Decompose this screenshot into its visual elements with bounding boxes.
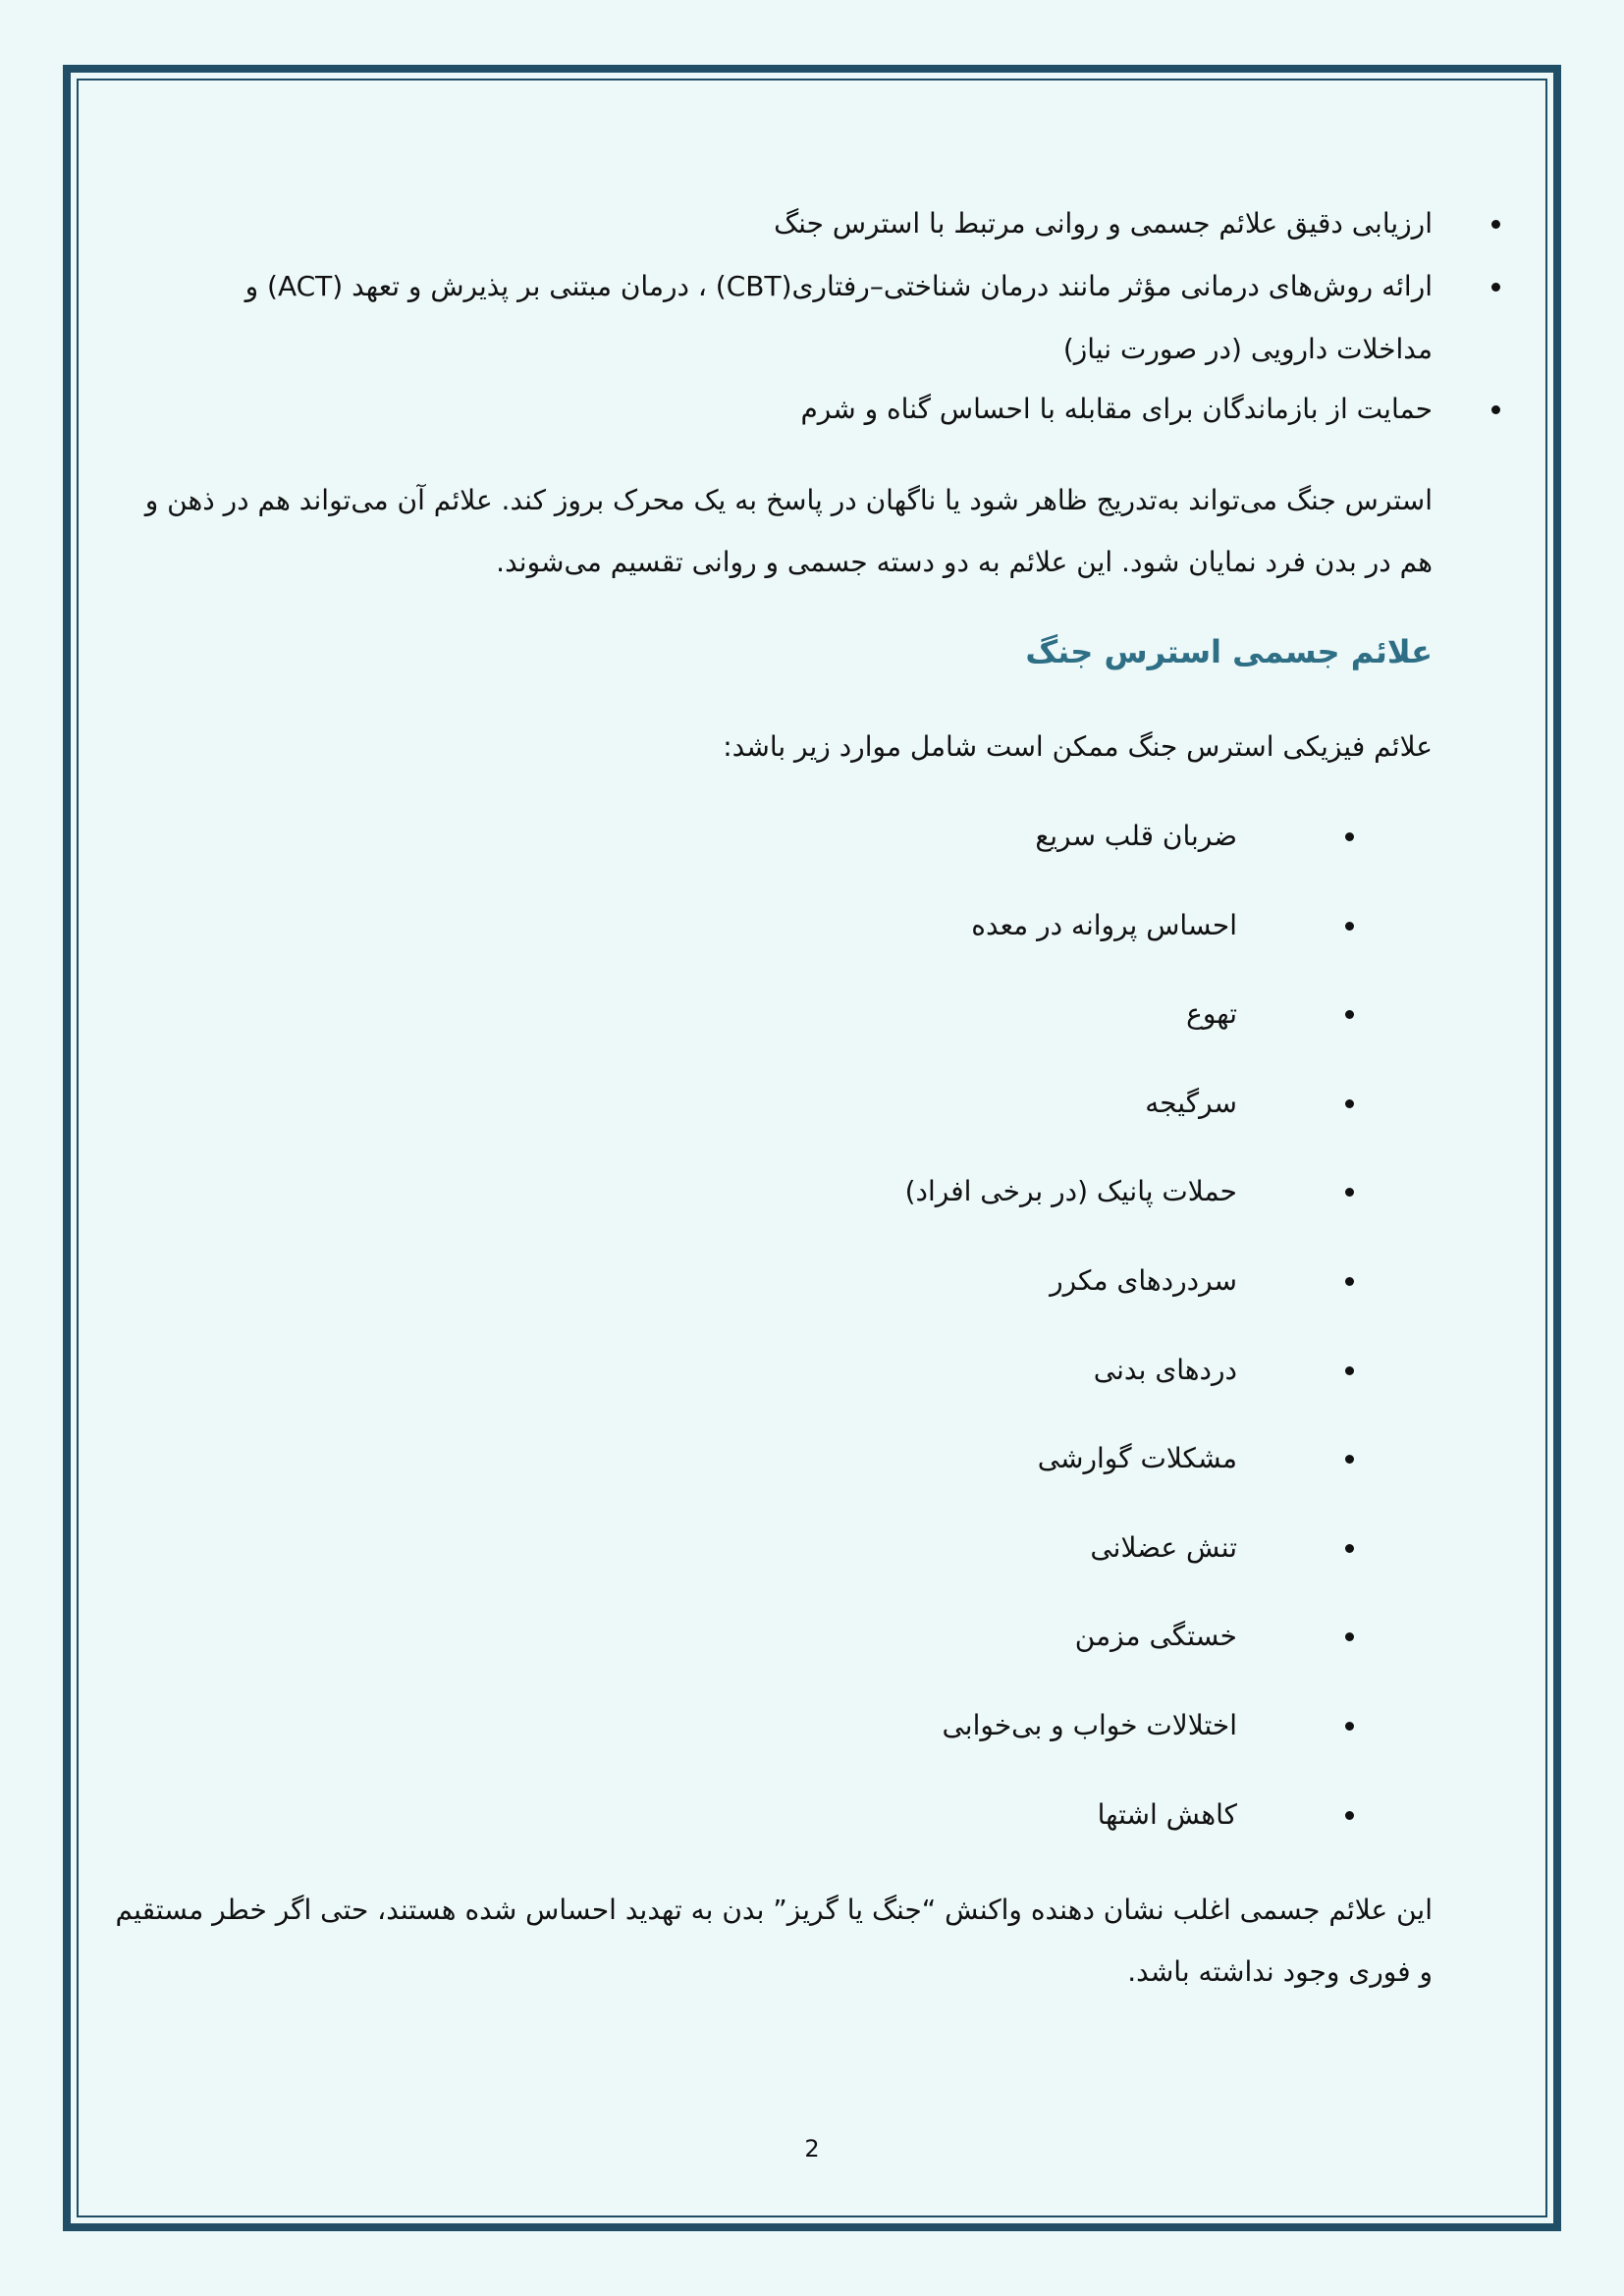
bullet-dot [1345,1632,1354,1641]
symptom-item: سرگیجه [1145,1087,1237,1119]
bullet-dot [1345,1010,1354,1019]
lead-text: علائم فیزیکی استرس جنگ ممکن است شامل موارد زیر باشد: [723,730,1433,763]
symptom-item: تهوع [1186,997,1237,1030]
bullet-dot [1345,922,1354,931]
symptom-item: سردردهای مکرر [1050,1264,1237,1297]
symptom-item: اختلالات خواب و بی‌خوابی [942,1709,1237,1741]
bullet-dot [1491,220,1500,229]
bullet-dot [1345,832,1354,841]
closing-line-1: این علائم جسمی اغلب نشان دهنده واکنش “جنگ یا گریز” بدن به تهدید احساس شده هستند، حتی اگر خطر مستقیم [115,1894,1433,1926]
bullet-dot [1345,1188,1354,1197]
paragraph-line-1: استرس جنگ می‌تواند به‌تدریج ظاهر شود یا ناگهان در پاسخ به یک محرک بروز کند. علائم آن می‌تواند هم در ذهن و [144,484,1433,516]
bullet-dot [1345,1455,1354,1464]
bullet-dot [1345,1366,1354,1375]
symptom-item: حملات پانیک (در برخی افراد) [904,1175,1237,1207]
page-number: 2 [804,2135,820,2163]
intro-bullet-2: ارائه روش‌های درمانی مؤثر مانند درمان شناختی–رفتاری(CBT) ، درمان مبتنی بر پذیرش و تعهد (ACT) و [244,270,1433,302]
bullet-dot [1491,405,1500,414]
intro-bullet-3: حمایت از بازماندگان برای مقابله با احساس گناه و شرم [800,393,1433,425]
symptom-item: تنش عضلانی [1090,1531,1237,1564]
symptom-item: احساس پروانه در معده [971,909,1237,941]
bullet-dot [1491,283,1500,292]
bullet-dot [1345,1099,1354,1108]
bullet-dot [1345,1544,1354,1553]
symptom-item: خستگی مزمن [1074,1620,1237,1652]
bullet-dot [1345,1811,1354,1820]
intro-bullet-1: ارزیابی دقیق علائم جسمی و روانی مرتبط با استرس جنگ [774,207,1433,240]
bullet-dot [1345,1277,1354,1286]
bullet-dot [1345,1722,1354,1731]
paragraph-line-2: هم در بدن فرد نمایان شود. این علائم به دو دسته جسمی و روانی تقسیم می‌شوند. [496,546,1433,578]
symptom-item: دردهای بدنی [1093,1354,1237,1386]
document-content [115,0,1433,2296]
symptom-item: ضربان قلب سریع [1035,820,1237,852]
symptom-item: مشکلات گوارشی [1037,1442,1237,1474]
closing-line-2: و فوری وجود نداشته باشد. [1127,1955,1433,1988]
intro-bullet-2-cont: مداخلات دارویی (در صورت نیاز) [1062,333,1433,365]
symptom-item: کاهش اشتها [1097,1798,1237,1831]
section-heading: علائم جسمی استرس جنگ [1025,633,1433,670]
